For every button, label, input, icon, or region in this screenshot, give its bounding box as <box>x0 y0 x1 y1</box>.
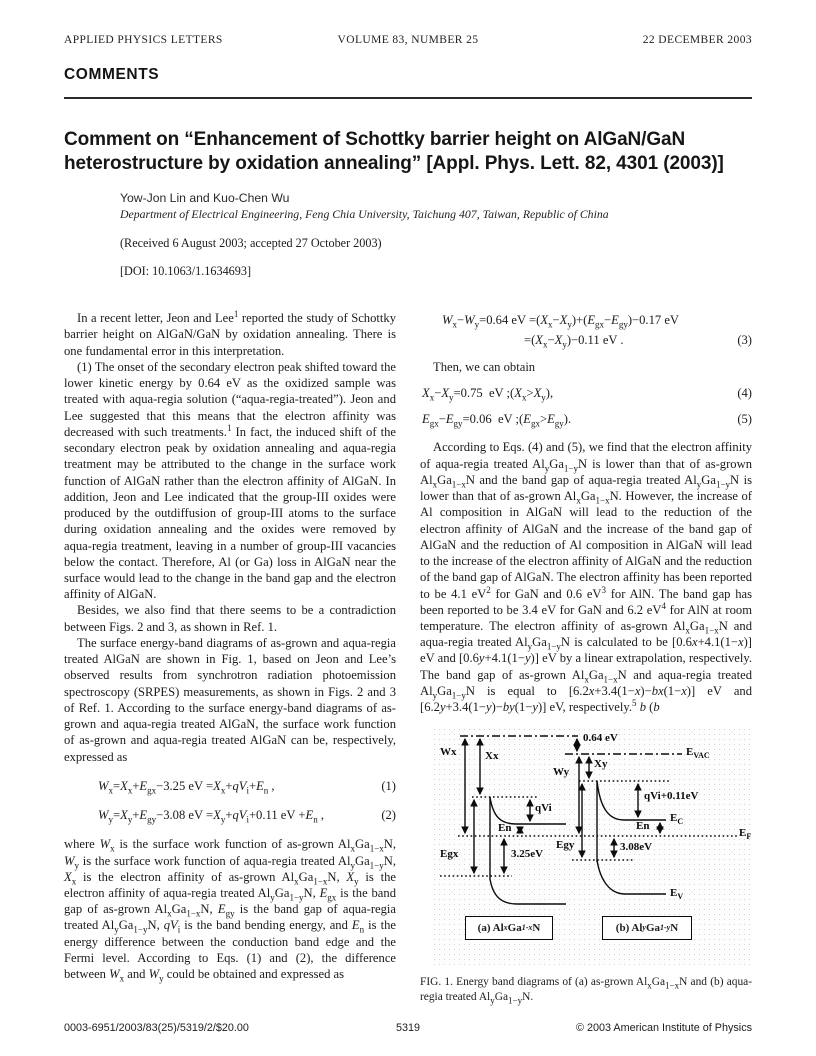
article-body <box>64 310 752 1005</box>
journal-name: APPLIED PHYSICS LETTERS <box>64 34 223 46</box>
figure-1 <box>432 727 752 965</box>
label-qvi011: qVi+0.11eV <box>644 790 699 803</box>
footer-page-number: 5319 <box>395 1022 421 1034</box>
issue-info: VOLUME 83, NUMBER 25 <box>337 34 479 46</box>
valence-band-b <box>597 860 666 894</box>
equation-5 <box>420 411 752 427</box>
paragraph: (1) The onset of the secondary electron peak shifted toward the lower kinetic energy by 0.64 eV as the oxidized sample was treated with aqua-regia solution (“aqua-regia-treated”). Jeon and Lee suggested that this means that the electron affinity was decreased with such treatments.$^1$ In fact, the induced shift of the secondary electron peak by oxidation annealing and aqua-regia treatment may be attributed to the change in the surface work function of AlGaN rather than the electron affinity of AlGaN. In addition, Jeon and Lee indicated that the group-III oxides were produced by the outdiffusion of group-III atoms to the surface during oxidation annealing and the oxides were removed by aqua-regia treatment, leaving in a number of group-III vacancies below the contact. Therefore, Al (or Ga) loss in AlGaN near the surface would lead to the change in the band gap and the electron affinity of AlGaN. <box>64 359 396 602</box>
paragraph: In a recent letter, Jeon and Lee$^1$ reported the study of Schottky barrier height on AlGaN/GaN by oxidation annealing. There is one fundamental error in this interpretation. <box>64 309 396 358</box>
label-ec: $E_C$ <box>670 812 684 827</box>
label-en-a: En <box>498 822 512 835</box>
panel-label-b: (b) Al y Ga 1-y N <box>602 916 692 940</box>
label-xy: Xy <box>594 758 608 771</box>
label-shift: 0.64 eV <box>583 732 618 745</box>
equation-1 <box>64 778 396 794</box>
left-column <box>64 310 396 1005</box>
received-line: (Received 6 August 2003; accepted 27 October 2003) <box>120 236 382 251</box>
label-egy: Egy <box>556 839 575 852</box>
equation-body: $=(X_x-X_y)-0.11$ eV . <box>524 333 624 350</box>
paragraph: Then, we can obtain <box>433 359 536 374</box>
paragraph: According to Eqs. (4) and (5), we find that the electron affinity of aqua-regia treated $Al_yGa_{1-y}N$ is lower than that of as-grown $Al_xGa_{1-x}N$ and the band gap of aqua-regia treated $Al_yGa_{1-y}N$ is lower than that of as-grown $Al_xGa_{1-x}N$. However, the increase of Al composition in AlGaN will lead to the reduction of the electron affinity of AlGaN and the increase of the band gap of AlGaN and the reduction of Al composition in AlGaN will lead to the increase of the electron affinity of AlGaN and the reduction of the band gap of AlGaN. The electron affinity has been reported to be 4.1 $eV^2$ for GaN and 0.6 $eV^3$ for AlN. The band gap has been reported to be 3.4 eV for GaN and 6.2 $eV^4$ for AlN at room temperature. The electron affinity of as-grown $Al_xGa_{1-x}N$ and aqua-regia treated $Al_yGa_{1-y}N$ is calculated to be [0.6x+4.1(1−x)] eV and [0.6y+4.1(1−y)] eV by a linear extrapolation, respectively. The band gap of as-grown $Al_xGa_{1-x}N$ and aqua-regia treated $Al_yGa_{1-y}N$ is equal to [6.2x+3.4(1−x)−bx(1−x)] eV and [6.2y+3.4(1−y)−by(1−y)] eV, respectively.$^5$ b (b <box>420 440 753 715</box>
affiliation: Department of Electrical Engineering, Feng Chia University, Taichung 407, Taiwan, Republic of China <box>120 207 609 222</box>
paragraph: where $W_x$ is the surface work function of as-grown $Al_xGa_{1-x}N$, $W_y$ is the surface work function of aqua-regia treated $Al_yGa_{1-y}N$, $X_x$ is the electron affinity of as-grown $Al_xGa_{1-x}N$, $X_y$ is the electron affinity of aqua-regia treated $Al_yGa_{1-y}N$, $E_{gx}$ is the band gap of as-grown $Al_xGa_{1-x}N$, $E_{gy}$ is the band gap of aqua-regia treated $Al_yGa_{1-y}N$, $qV_i$ is the band bending energy, and $E_n$ is the energy difference between the conduction band edge and the Fermi level. According to Eqs. (1) and (2), the difference between $W_x$ and $W_y$ could be obtained and expressed as <box>64 837 397 984</box>
label-en-b: En <box>636 820 650 833</box>
paragraph: The surface energy-band diagrams of as-grown and aqua-regia treated AlGaN are shown in Fig. 1, based on Jeon and Lee’s observed results from synchrotron radiation photoemission spectroscopy (SRPES) measurements, as shown in Figs. 2 and 3 of Ref. 1. According to the surface energy-band diagrams of as-grown and aqua-regia treated AlGaN, the surface work function of as-grown and aqua-regia treated AlGaN can be, respectively, expressed as <box>64 635 396 764</box>
valence-band-a <box>490 879 566 904</box>
section-title: COMMENTS <box>64 66 160 83</box>
label-ef: $E_F$ <box>739 827 752 842</box>
equation-number: (5) <box>737 412 752 427</box>
label-qvi: qVi <box>535 802 552 815</box>
label-ev: $E_V$ <box>670 887 684 902</box>
label-e308: 3.08eV <box>620 841 653 854</box>
label-xx: Xx <box>485 750 499 763</box>
paragraph: Besides, we also find that there seems to be a contradiction between Figs. 2 and 3, as shown in Ref. 1. <box>64 603 396 634</box>
equation-body: $X_x-X_y=0.75$ eV $;(X_x>X_y)$, <box>422 385 554 403</box>
label-egx: Egx <box>440 848 459 861</box>
equation-body: $E_{gx}-E_{gy}=0.06$ eV $;(E_{gx}>E_{gy})$. <box>422 412 572 429</box>
footer-copyright: © 2003 American Institute of Physics <box>576 1022 752 1034</box>
label-evac: $E_{VAC}$ <box>686 746 710 761</box>
section-divider <box>64 97 752 99</box>
equation-number: (3) <box>737 333 752 348</box>
equation-number: (1) <box>381 778 396 793</box>
page-footer <box>64 1022 752 1034</box>
author-names: Yow-Jon Lin and Kuo-Chen Wu <box>120 191 290 206</box>
footer-issn: 0003-6951/2003/83(25)/5319/2/$20.00 <box>64 1022 249 1034</box>
panel-label-a: (a) Al x Ga 1-x N <box>465 916 553 940</box>
right-column <box>420 310 752 1005</box>
label-wx: Wx <box>440 746 457 759</box>
masthead <box>64 0 752 46</box>
equation-body: $W_x-W_y=0.64$ eV $=(X_x-X_y)+(E_{gx}-E_{gy})-0.17$ eV <box>442 313 680 330</box>
equation-2 <box>64 807 396 823</box>
equation-body: $W_x=X_x+E_{gx}-3.25$ eV $=X_x+qV_i+E_n$ , <box>98 778 275 796</box>
equation-body: $W_y=X_y+E_{gy}-3.08$ eV $=X_y+qV_i+0.11$ eV $+E_n$ , <box>98 808 324 825</box>
equation-3 <box>420 312 752 348</box>
figure-caption: FIG. 1. Energy band diagrams of (a) as-grown $Al_xGa_{1-x}N$ and (b) aqua-regia treated $Al_yGa_{1-y}N$. <box>420 976 752 1006</box>
equation-4 <box>420 385 752 401</box>
article-title: Comment on “Enhancement of Schottky barrier height on AlGaN/GaN heterostructure by oxidation annealing” [Appl. Phys. Lett. 82, 4301 (2003)] <box>64 129 724 175</box>
conduction-band-a <box>490 797 566 824</box>
equation-number: (2) <box>381 808 396 823</box>
doi-line: [DOI: 10.1063/1.1634693] <box>120 264 252 279</box>
equation-number: (4) <box>737 385 752 400</box>
label-wy: Wy <box>553 766 570 779</box>
issue-date: 22 DECEMBER 2003 <box>642 34 752 46</box>
label-e325: 3.25eV <box>511 848 544 861</box>
